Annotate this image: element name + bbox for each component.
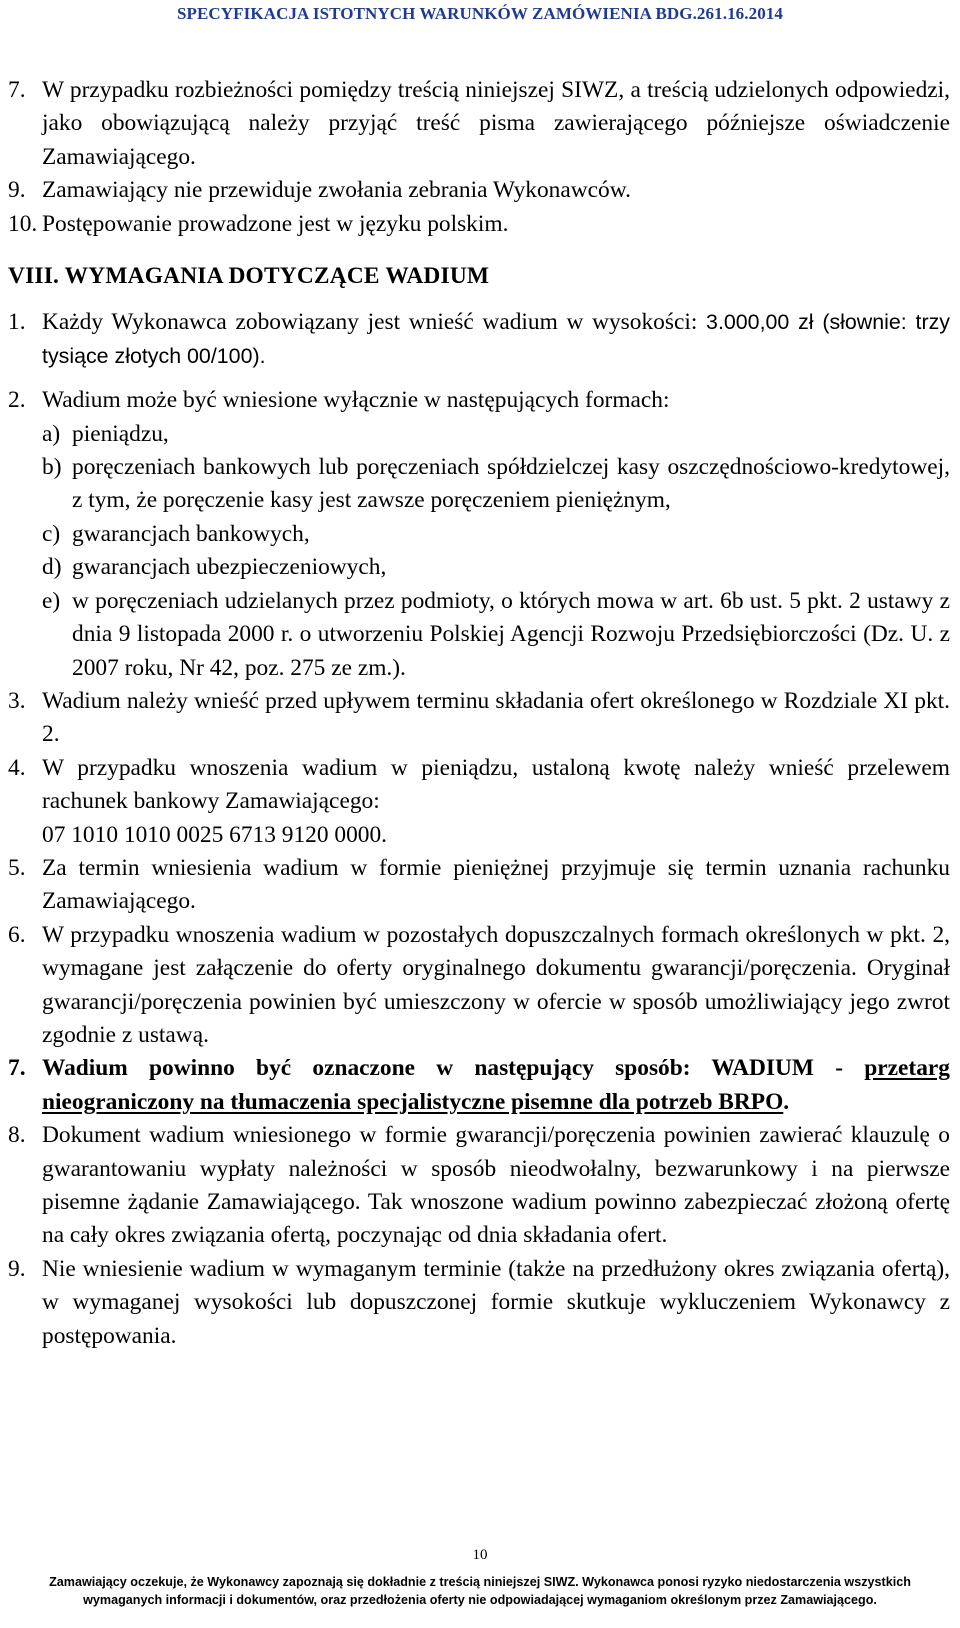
sub-item-letter: a) <box>42 420 61 447</box>
page-header: SPECYFIKACJA ISTOTNYCH WARUNKÓW ZAMÓWIENIA BDG.261.16.2014 <box>176 4 784 23</box>
item-number: 6. <box>8 921 26 948</box>
item-text: Nie wniesienie wadium w wymaganym terminie (także na przedłużony okres związania ofertą), w wymaganej wysokości lub dopuszczonej formie skutkuje wykluczeniem Wykonawcy z postępowania. <box>42 1255 950 1349</box>
list-item-9 <box>8 1253 950 1353</box>
item-number: 8. <box>8 1122 26 1149</box>
item-text-underlined: przetarg nieograniczony na tłumaczenia specjalistyczne pisemne dla potrzeb BRPO <box>42 1055 950 1115</box>
page-number: 10 <box>472 1547 488 1563</box>
item-number: 9. <box>8 1255 26 1282</box>
wadium-amount: 3.000,00 zł (słownie: trzy tysiące złotych 00/100). <box>42 310 950 368</box>
page-footer <box>10 1573 950 1609</box>
sub-item-letter: e) <box>42 587 61 614</box>
item-text-lead: Wadium powinno być oznaczone w następujący sposób: WADIUM - <box>42 1055 844 1082</box>
document-body <box>8 74 950 1353</box>
item-number: 10. <box>8 210 38 237</box>
sub-item-text: pieniądzu, <box>72 420 169 447</box>
list-item-2 <box>8 384 950 417</box>
item-number: 7. <box>8 77 26 103</box>
item-text: W przypadku wnoszenia wadium w pozostałych dopuszczalnych formach określonych w pkt. 2, wymagane jest załączenie do oferty oryginalnego dokumentu gwarancji/poręczenia. Oryginał gwarancji/poręczenia powinien być umieszczony w ofercie w sposób umożliwiający jego zwrot zgodnie z ustawą. <box>42 921 950 1048</box>
item-text-main: W przypadku wnoszenia wadium w pieniądzu, ustaloną kwotę należy wnieść przelewem rachunek bankowy Zamawiającego: <box>42 754 950 815</box>
item-number: 2. <box>8 387 26 414</box>
item-text: Wadium należy wnieść przed upływem terminu składania ofert określonego w Rozdziale XI pkt. 2. <box>42 687 950 748</box>
sub-item-a <box>42 418 950 451</box>
sub-item-text: w poręczeniach udzielanych przez podmioty, o których mowa w art. 6b ust. 5 pkt. 2 ustawy z dnia 9 listopada 2000 r. o utworzeniu Polskiej Agencji Rozwoju Przedsiębiorczości (Dz. U. z 2007 roku, Nr 42, poz. 275 ze zm.). <box>72 587 950 681</box>
sub-item-letter: b) <box>42 454 62 481</box>
item-text: Wadium może być wniesione wyłącznie w następujących formach: <box>42 387 670 414</box>
item-text: Za termin wniesienia wadium w formie pieniężnej przyjmuje się termin uznania rachunku Zamawiającego. <box>42 854 950 915</box>
item-number: 4. <box>8 754 26 781</box>
item-text <box>42 1052 950 1119</box>
sub-item-c <box>42 518 950 551</box>
list-item-6 <box>8 919 950 1053</box>
item-text: Zamawiający nie przewiduje zwołania zebrania Wykonawców. <box>42 177 631 204</box>
sub-item-text: gwarancjach bankowych, <box>72 520 310 547</box>
item-number: 7. <box>8 1055 26 1082</box>
sub-item-e <box>42 585 950 685</box>
footer-line-1: Zamawiający oczekuje, że Wykonawcy zapoznają się dokładnie z treścią niniejszej SIWZ. Wykonawca ponosi ryzyko niedostarczenia wszystkich <box>49 1575 911 1589</box>
sub-item-letter: d) <box>42 554 62 581</box>
item-text: W przypadku rozbieżności pomiędzy treścią niniejszej SIWZ, a treścią udzielonych odpowiedzi, jako obowiązującą należy przyjąć treść pisma zawierającego późniejsze oświadczenie Zamawiającego. <box>42 77 950 170</box>
sub-item-b <box>42 451 950 518</box>
item-text: Dokument wadium wniesionego w formie gwarancji/poręczenia powinien zawierać klauzulę o gwarantowaniu wypłaty należności w sposób nieodwołalny, bezwarunkowy i na pierwsze pisemne żądanie Zamawiającego. Tak wnoszone wadium powinno zabezpieczać złożoną ofertę na cały okres związania ofertą, poczynając od dnia składania ofert. <box>42 1122 950 1249</box>
list-item-7 <box>8 1052 950 1119</box>
list-item-1 <box>8 306 950 373</box>
list-item-8 <box>8 1119 950 1253</box>
sub-item-text: gwarancjach ubezpieczeniowych, <box>72 554 387 581</box>
footer-line-2: wymaganych informacji i dokumentów, oraz przedłożenia oferty nie odpowiadającej wymaganiom określonym przez Zamawiającego. <box>83 1593 877 1607</box>
item-number: 9. <box>8 177 26 204</box>
sub-item-text: poręczeniach bankowych lub poręczeniach spółdzielczej kasy oszczędnościowo-kredytowej, z tym, że poręczenie kasy jest zawsze poręczeniem pieniężnym, <box>72 454 950 514</box>
item-text <box>42 752 950 852</box>
list-item-3 <box>8 685 950 752</box>
section-heading: VIII. WYMAGANIA DOTYCZĄCE WADIUM <box>8 263 490 290</box>
item-number: 3. <box>8 687 26 714</box>
bank-account-number: 07 1010 1010 0025 6713 9120 0000. <box>42 821 388 848</box>
list-item-5 <box>8 852 950 919</box>
item-text <box>42 306 950 373</box>
item-text-end: . <box>783 1088 790 1115</box>
list-item-10-top <box>8 208 950 241</box>
item-text-main: Każdy Wykonawca zobowiązany jest wnieść wadium w wysokości: <box>42 309 698 336</box>
sub-item-d <box>42 551 950 584</box>
item-text: Postępowanie prowadzone jest w języku polskim. <box>42 210 509 237</box>
list-item-7-top <box>8 74 950 174</box>
list-item-9-top <box>8 174 950 207</box>
list-item-4 <box>8 752 950 852</box>
item-number: 5. <box>8 854 26 881</box>
item-number: 1. <box>8 309 26 336</box>
sub-item-letter: c) <box>42 520 61 547</box>
